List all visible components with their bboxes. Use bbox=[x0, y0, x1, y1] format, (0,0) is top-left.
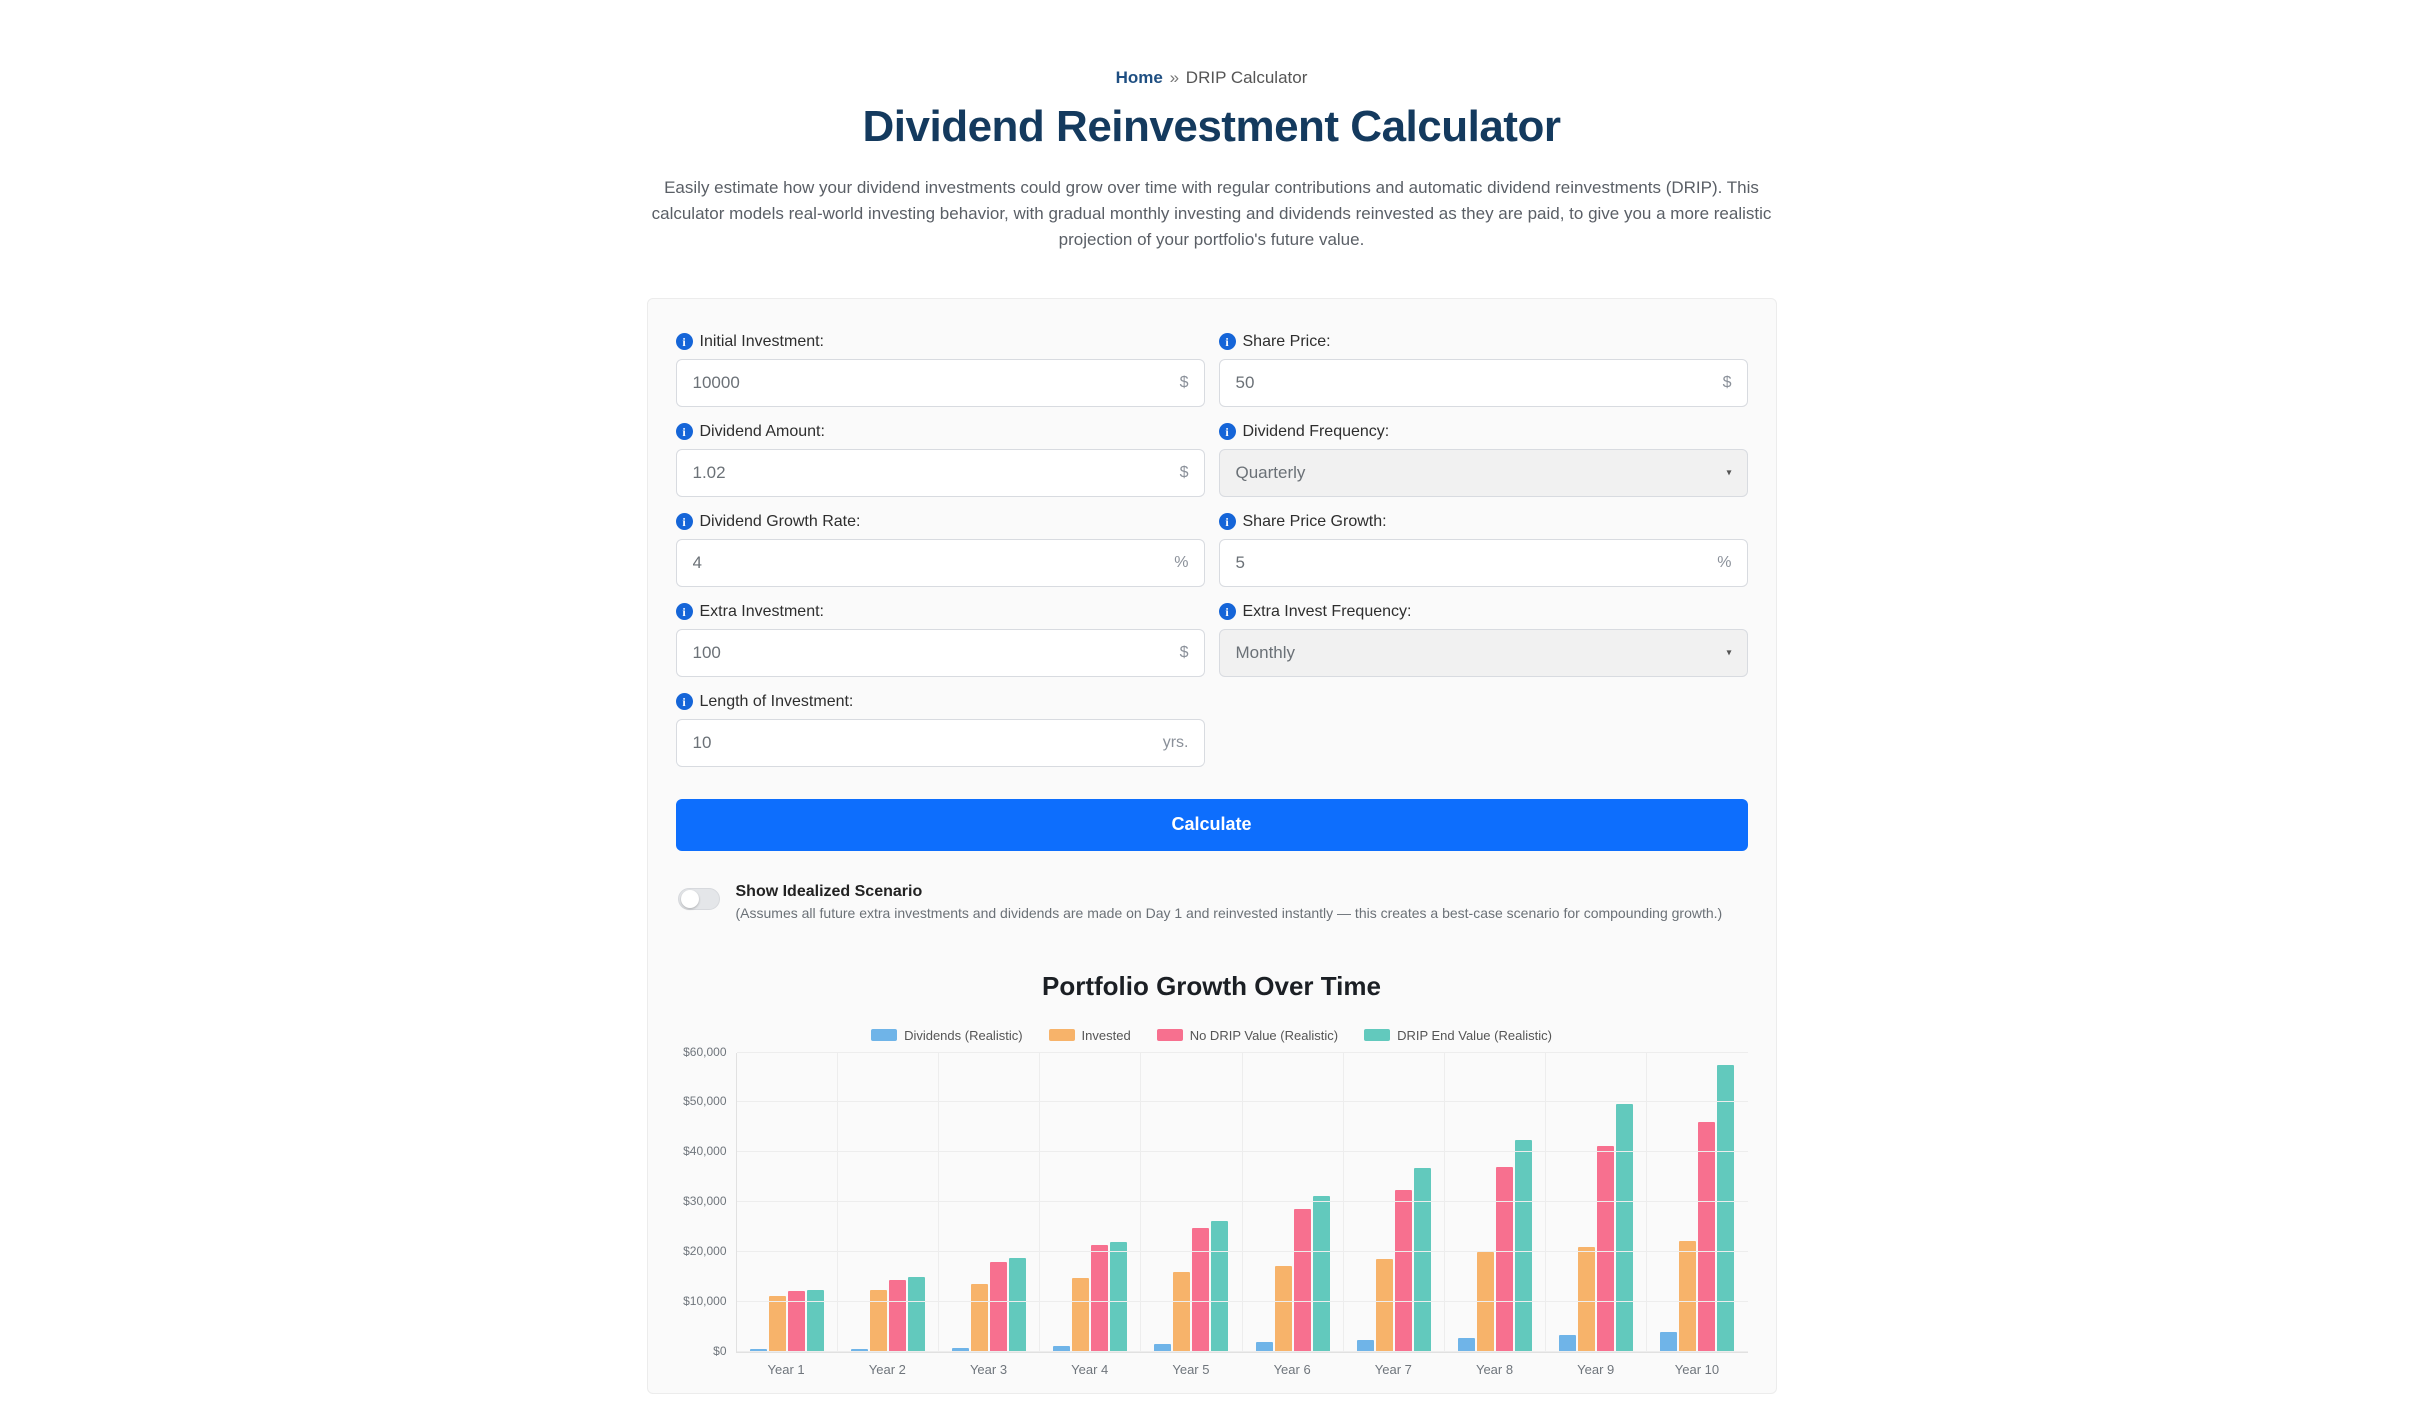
chart-bar[interactable] bbox=[1110, 1242, 1127, 1352]
chart-bar[interactable] bbox=[1395, 1190, 1412, 1352]
share-price-input[interactable] bbox=[1219, 359, 1748, 407]
calculator-card bbox=[647, 298, 1777, 1394]
chart-legend bbox=[676, 1028, 1748, 1043]
chart-x-label: Year 9 bbox=[1577, 1361, 1615, 1377]
field-label-text: Dividend Amount: bbox=[699, 422, 825, 440]
chart-bar[interactable] bbox=[1275, 1266, 1292, 1352]
legend-swatch bbox=[1364, 1029, 1390, 1041]
field-extra-investment bbox=[676, 603, 1205, 677]
unit-percent: % bbox=[1174, 553, 1189, 571]
field-label-text: Extra Invest Frequency: bbox=[1242, 602, 1412, 620]
chart-bar[interactable] bbox=[1211, 1221, 1228, 1352]
toggle-knob bbox=[681, 890, 699, 908]
share-price-growth-input[interactable] bbox=[1219, 539, 1748, 587]
chart-bar-group bbox=[1243, 1053, 1344, 1352]
chart-bar[interactable] bbox=[1192, 1228, 1209, 1352]
field-label-text: Dividend Growth Rate: bbox=[699, 512, 861, 530]
chart-bar[interactable] bbox=[1515, 1140, 1532, 1352]
chart-bar[interactable] bbox=[1294, 1209, 1311, 1352]
extra-investment-input[interactable] bbox=[676, 629, 1205, 677]
info-icon[interactable]: i bbox=[676, 333, 693, 350]
chart-bar[interactable] bbox=[1477, 1252, 1494, 1351]
initial-investment-input[interactable] bbox=[676, 359, 1205, 407]
legend-item-no-drip[interactable] bbox=[1157, 1028, 1338, 1043]
chart-bar[interactable] bbox=[1072, 1278, 1089, 1352]
unit-dollar: $ bbox=[1179, 643, 1189, 661]
field-dividend-growth-rate bbox=[676, 513, 1205, 587]
idealized-scenario-row bbox=[676, 883, 1748, 921]
dividend-growth-rate-input[interactable] bbox=[676, 539, 1205, 587]
chart-bar[interactable] bbox=[1458, 1338, 1475, 1352]
breadcrumb-separator: » bbox=[1169, 68, 1180, 87]
label-extra-investment bbox=[676, 603, 1205, 621]
label-initial-investment bbox=[676, 333, 1205, 351]
chart-y-tick: $50,000 bbox=[683, 1094, 727, 1109]
chart-bar[interactable] bbox=[870, 1290, 887, 1352]
info-icon[interactable]: i bbox=[676, 513, 693, 530]
chart-x-label: Year 6 bbox=[1273, 1361, 1311, 1377]
input-wrap-share-price bbox=[1219, 359, 1748, 407]
field-label-text: Share Price Growth: bbox=[1242, 512, 1387, 530]
field-share-price bbox=[1219, 333, 1748, 407]
chart-gridline bbox=[683, 1044, 1748, 1059]
idealized-scenario-text bbox=[736, 883, 1723, 921]
chart-bar-group bbox=[1445, 1053, 1546, 1352]
chart-x-label: Year 4 bbox=[1071, 1361, 1109, 1377]
chart-bar[interactable] bbox=[1496, 1167, 1513, 1351]
chart-x-label: Year 8 bbox=[1475, 1361, 1514, 1377]
select-wrap-dividend-frequency bbox=[1219, 449, 1748, 497]
info-icon[interactable]: i bbox=[1219, 423, 1236, 440]
chart-x-axis-labels bbox=[736, 1362, 1748, 1377]
legend-item-dividends[interactable] bbox=[871, 1028, 1022, 1043]
chart-y-tick: $60,000 bbox=[683, 1044, 727, 1059]
label-dividend-amount bbox=[676, 423, 1205, 441]
chart-bar[interactable] bbox=[1698, 1122, 1715, 1351]
chart-y-tick: $0 bbox=[713, 1343, 727, 1358]
label-share-price-growth bbox=[1219, 513, 1748, 531]
idealized-scenario-toggle[interactable] bbox=[678, 888, 720, 910]
chart-gridline bbox=[713, 1343, 1748, 1358]
label-share-price bbox=[1219, 333, 1748, 351]
chart-gridline bbox=[683, 1194, 1748, 1209]
unit-years: yrs. bbox=[1162, 733, 1189, 751]
info-icon[interactable]: i bbox=[1219, 513, 1236, 530]
breadcrumb bbox=[647, 68, 1777, 88]
chart-bar[interactable] bbox=[1717, 1065, 1734, 1352]
page-container bbox=[647, 0, 1777, 1394]
chart-plot-area bbox=[683, 1044, 1748, 1358]
extra-invest-frequency-select[interactable] bbox=[1219, 629, 1748, 677]
input-wrap-share-price-growth bbox=[1219, 539, 1748, 587]
chart-bar-group bbox=[737, 1053, 838, 1352]
input-wrap-extra-investment bbox=[676, 629, 1205, 677]
field-initial-investment bbox=[676, 333, 1205, 407]
breadcrumb-current: DRIP Calculator bbox=[1185, 68, 1308, 87]
field-length-of-investment bbox=[676, 693, 1205, 767]
info-icon[interactable]: i bbox=[676, 693, 693, 710]
legend-swatch bbox=[1049, 1029, 1075, 1041]
unit-dollar: $ bbox=[1179, 463, 1189, 481]
field-label-text: Length of Investment: bbox=[699, 692, 854, 710]
calculator-form bbox=[676, 333, 1748, 783]
info-icon[interactable]: i bbox=[676, 423, 693, 440]
select-wrap-extra-invest-frequency bbox=[1219, 629, 1748, 677]
chart-bar[interactable] bbox=[807, 1290, 824, 1351]
legend-label: Dividends (Realistic) bbox=[904, 1027, 1023, 1043]
unit-percent: % bbox=[1717, 553, 1732, 571]
chart-bar-group bbox=[1141, 1053, 1242, 1352]
chevron-down-icon: ▾ bbox=[1726, 467, 1732, 479]
field-share-price-growth bbox=[1219, 513, 1748, 587]
unit-dollar: $ bbox=[1722, 373, 1732, 391]
dividend-frequency-select[interactable] bbox=[1219, 449, 1748, 497]
legend-label: Invested bbox=[1081, 1027, 1131, 1043]
chart-y-tick: $20,000 bbox=[683, 1243, 727, 1258]
chart-gridline bbox=[683, 1094, 1748, 1109]
dividend-amount-input[interactable] bbox=[676, 449, 1205, 497]
legend-swatch bbox=[871, 1029, 897, 1041]
field-label-text: Extra Investment: bbox=[699, 602, 824, 620]
chart-bar[interactable] bbox=[769, 1296, 786, 1352]
chart-y-tick: $10,000 bbox=[683, 1293, 727, 1308]
unit-dollar: $ bbox=[1179, 373, 1189, 391]
chart-x-label: Year 2 bbox=[868, 1361, 906, 1377]
info-icon[interactable]: i bbox=[1219, 603, 1236, 620]
chart-bar-group bbox=[1344, 1053, 1445, 1352]
chart-x-label: Year 5 bbox=[1172, 1361, 1210, 1377]
field-extra-invest-frequency bbox=[1219, 603, 1748, 677]
chart-bar-group bbox=[838, 1053, 939, 1352]
chart-y-tick: $40,000 bbox=[683, 1144, 727, 1159]
chart-bar-groups bbox=[737, 1053, 1748, 1352]
field-dividend-amount bbox=[676, 423, 1205, 497]
page-description: Easily estimate how your dividend investments could grow over time with regular contributions and automatic dividend reinvestments (DRIP). This calculator models real-world investing behavior, with gradual monthly investing and dividends reinvested as they are paid, to give you a more realistic projection of your portfolio's future value. bbox=[651, 177, 1772, 250]
breadcrumb-home-link[interactable]: Home bbox=[1115, 68, 1163, 87]
chart-y-tick: $30,000 bbox=[683, 1194, 727, 1209]
chart-bar-group bbox=[939, 1053, 1040, 1352]
chart-bar[interactable] bbox=[908, 1277, 925, 1351]
idealized-scenario-title: Show Idealized Scenario bbox=[735, 882, 923, 900]
chart-bar-group bbox=[1546, 1053, 1647, 1352]
calculate-button[interactable]: Calculate bbox=[676, 799, 1748, 851]
chart-gridline bbox=[683, 1144, 1748, 1159]
legend-item-invested[interactable] bbox=[1049, 1028, 1131, 1043]
field-dividend-frequency bbox=[1219, 423, 1748, 497]
chart-x-label: Year 1 bbox=[767, 1361, 805, 1377]
chart-gridline bbox=[683, 1243, 1748, 1258]
info-icon[interactable]: i bbox=[676, 603, 693, 620]
input-wrap-dividend-growth-rate bbox=[676, 539, 1205, 587]
field-label-text: Initial Investment: bbox=[699, 332, 824, 350]
chart-bar[interactable] bbox=[889, 1280, 906, 1351]
legend-swatch bbox=[1157, 1029, 1183, 1041]
chart-bar[interactable] bbox=[1313, 1196, 1330, 1351]
legend-label: No DRIP Value (Realistic) bbox=[1189, 1027, 1339, 1043]
input-wrap-initial-investment bbox=[676, 359, 1205, 407]
chart-bar[interactable] bbox=[1173, 1272, 1190, 1352]
field-label-text: Dividend Frequency: bbox=[1242, 422, 1390, 440]
label-dividend-growth-rate bbox=[676, 513, 1205, 531]
legend-label: DRIP End Value (Realistic) bbox=[1397, 1027, 1552, 1043]
chart-bar[interactable] bbox=[1376, 1259, 1393, 1352]
chart-x-label: Year 7 bbox=[1374, 1361, 1412, 1377]
chart-bar[interactable] bbox=[1597, 1146, 1614, 1352]
chart-bar[interactable] bbox=[1679, 1241, 1696, 1352]
chart-bar[interactable] bbox=[1616, 1104, 1633, 1352]
legend-item-drip[interactable] bbox=[1364, 1028, 1552, 1043]
chart-x-label: Year 3 bbox=[969, 1361, 1008, 1377]
label-extra-invest-frequency bbox=[1219, 603, 1748, 621]
portfolio-growth-chart bbox=[676, 1044, 1748, 1383]
chart-x-label: Year 10 bbox=[1674, 1361, 1720, 1377]
chart-bar[interactable] bbox=[1660, 1332, 1677, 1351]
chart-bar[interactable] bbox=[1559, 1335, 1576, 1351]
chart-bar[interactable] bbox=[1091, 1245, 1108, 1351]
input-wrap-length-of-investment bbox=[676, 719, 1205, 767]
info-icon[interactable]: i bbox=[1219, 333, 1236, 350]
label-dividend-frequency bbox=[1219, 423, 1748, 441]
field-label-text: Share Price: bbox=[1242, 332, 1331, 350]
input-wrap-dividend-amount bbox=[676, 449, 1205, 497]
chart-bar[interactable] bbox=[971, 1284, 988, 1352]
chart-bar-group bbox=[1647, 1053, 1747, 1352]
chart-bar[interactable] bbox=[990, 1262, 1007, 1352]
chevron-down-icon: ▾ bbox=[1726, 647, 1732, 659]
chart-bar-group bbox=[1040, 1053, 1141, 1352]
chart-bar[interactable] bbox=[1414, 1168, 1431, 1351]
chart-gridline bbox=[683, 1293, 1748, 1308]
length-of-investment-input[interactable] bbox=[676, 719, 1205, 767]
chart-title: Portfolio Growth Over Time bbox=[1041, 970, 1381, 1001]
chart-bar[interactable] bbox=[1009, 1258, 1026, 1352]
label-length-of-investment bbox=[676, 693, 1205, 711]
chart-bar[interactable] bbox=[1578, 1247, 1595, 1352]
idealized-scenario-subtitle: (Assumes all future extra investments and dividends are made on Day 1 and reinvested instantly — this creates a best-case scenario for compounding growth.) bbox=[735, 904, 1723, 921]
page-title: Dividend Reinvestment Calculator bbox=[862, 102, 1561, 151]
